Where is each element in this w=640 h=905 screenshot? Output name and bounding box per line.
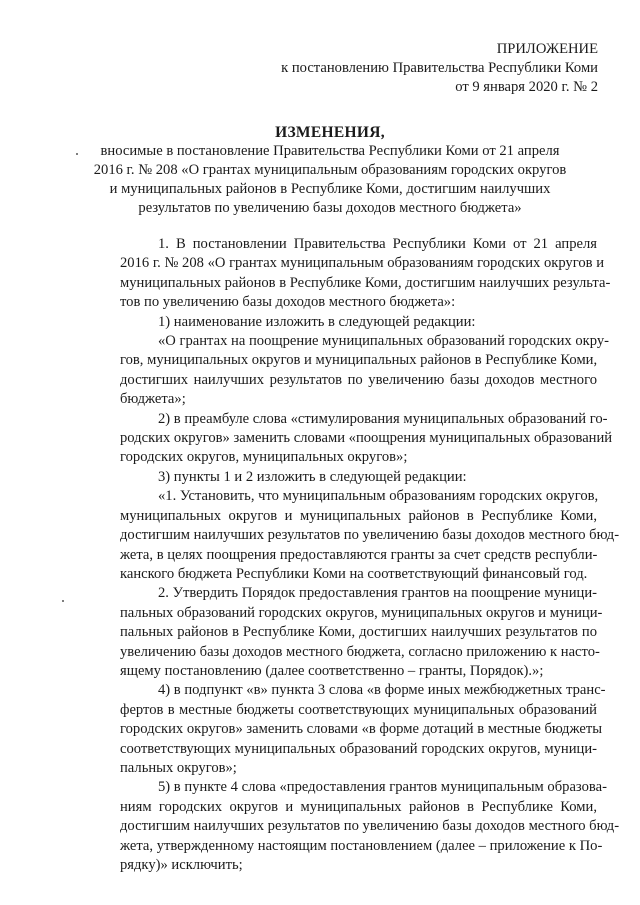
text-line: родских округов» заменить словами «поощрения муниципальных образований <box>120 430 613 447</box>
subtitle-line: 2016 г. № 208 «О грантах муниципальным образованиям городских округов <box>93 162 567 178</box>
paragraph-3 <box>82 332 610 410</box>
text-line: городских округов» заменить словами «в форме дотаций в местные бюджеты <box>120 721 603 738</box>
subtitle-line: и муниципальных районов в Республике Коми, достигшим наилучших <box>109 181 551 197</box>
document-body <box>82 235 620 875</box>
text-line: бюджета»; <box>120 391 186 408</box>
scan-speck <box>76 153 78 155</box>
scan-speck <box>62 600 64 602</box>
text-line: 4) в подпункт «в» пункта 3 слова «в форме иных межбюджетных транс- <box>158 682 606 699</box>
text-line: ниям городских округов и муниципальных районов в Республике Коми, <box>120 798 597 815</box>
text-line: гов, муниципальных округов и муниципальных районов в Республике Коми, <box>120 352 598 369</box>
text-line: муниципальных районов в Республике Коми, достигшим наилучших результа- <box>120 274 611 291</box>
text-line: 1) наименование изложить в следующей редакции: <box>158 313 476 330</box>
text-line: достигших наилучших результатов по увеличению базы доходов местного <box>120 371 597 388</box>
text-line: рядку)» исключить; <box>120 857 243 873</box>
text-line: жета, утвержденному настоящим постановлением (далее – приложение к По- <box>120 837 603 854</box>
text-line: «О грантах на поощрение муниципальных образований городских окру- <box>158 333 610 350</box>
text-line: пальных районов в Республике Коми, достигших наилучших результатов по <box>120 624 597 641</box>
text-line: ящему постановлению (далее соответственно – гранты, Порядок).»; <box>120 662 544 679</box>
text-line: 3) пункты 1 и 2 изложить в следующей редакции: <box>158 468 467 485</box>
paragraph-1 <box>82 235 611 313</box>
text-line: канского бюджета Республики Коми на соответствующий финансовый год. <box>120 565 588 582</box>
text-line: соответствующих муниципальных образований городских округов, муници- <box>120 740 597 757</box>
text-line: 2) в преамбуле слова «стимулирования муниципальных образований го- <box>158 410 608 427</box>
text-line: муниципальных округов и муниципальных районов в Республике Коми, <box>120 507 597 524</box>
paragraph-6 <box>82 487 620 584</box>
subtitle-line: результатов по увеличению базы доходов местного бюджета» <box>138 200 522 216</box>
appendix-date: от 9 января 2020 г. № 2 <box>455 79 598 95</box>
text-line: достигшим наилучших результатов по увеличению базы доходов местного бюд- <box>120 818 620 835</box>
paragraph-8 <box>82 681 606 778</box>
appendix-label: ПРИЛОЖЕНИЕ <box>496 41 598 57</box>
text-line: увеличению базы доходов местного бюджета, согласно приложению к насто- <box>120 643 600 660</box>
appendix-header <box>281 40 598 97</box>
paragraph-5 <box>82 468 597 487</box>
text-line: 1. В постановлении Правительства Республики Коми от 21 апреля <box>158 236 597 252</box>
paragraph-2 <box>82 313 597 332</box>
paragraph-7 <box>82 584 603 681</box>
text-line: пальных образований городских округов, муниципальных округов и муници- <box>120 604 603 621</box>
paragraph-4 <box>82 410 613 468</box>
document-title: ИЗМЕНЕНИЯ, <box>275 124 385 141</box>
title-block <box>60 123 600 218</box>
text-line: 2016 г. № 208 «О грантах муниципальным образованиям городских округов и <box>120 255 605 272</box>
text-line: «1. Установить, что муниципальным образованиям городских округов, <box>158 488 599 505</box>
text-line: 5) в пункте 4 слова «предоставления грантов муниципальным образова- <box>158 779 607 796</box>
text-line: тов по увеличению базы доходов местного бюджета»: <box>120 294 456 311</box>
text-line: 2. Утвердить Порядок предоставления грантов на поощрение муници- <box>158 585 597 602</box>
text-line: достигшим наилучших результатов по увеличению базы доходов местного бюд- <box>120 527 620 544</box>
subtitle-line: вносимые в постановление Правительства Республики Коми от 21 апреля <box>100 143 560 159</box>
text-line: жета, в целях поощрения предоставляются гранты за счет средств республи- <box>120 546 598 563</box>
appendix-decree-ref: к постановлению Правительства Республики Коми <box>281 60 598 76</box>
document-subtitle <box>60 142 600 218</box>
text-line: пальных округов»; <box>120 759 237 776</box>
paragraph-9 <box>82 778 620 875</box>
text-line: городских округов, муниципальных округов»; <box>120 449 408 466</box>
text-line: фертов в местные бюджеты соответствующих муниципальных образований <box>120 701 597 718</box>
